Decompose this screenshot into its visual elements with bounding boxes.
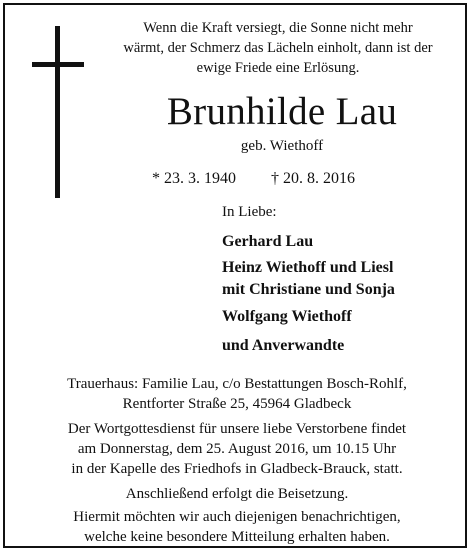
burial-info: Anschließend erfolgt die Beisetzung. bbox=[125, 486, 349, 502]
deceased-name: Brunhilde Lau bbox=[166, 90, 398, 133]
birth-date: * 23. 3. 1940 bbox=[152, 170, 236, 187]
mourning-house-line: Trauerhaus: Familie Lau, c/o Bestattungen Bosch-Rohlf, bbox=[67, 376, 407, 392]
memorial-verse bbox=[92, 18, 464, 78]
mourners-intro: In Liebe: bbox=[222, 204, 277, 220]
verse-line: wärmt, der Schmerz das Lächeln einholt, dann ist der bbox=[123, 40, 433, 56]
latin-cross-icon bbox=[32, 26, 84, 198]
notice-line: Hiermit möchten wir auch diejenigen benachrichtigen, bbox=[73, 509, 401, 525]
cross-vertical-bar bbox=[55, 26, 60, 198]
mourner-name: mit Christiane und Sonja bbox=[222, 281, 395, 298]
death-date: † 20. 8. 2016 bbox=[271, 170, 355, 187]
verse-line: Wenn die Kraft versiegt, die Sonne nicht mehr bbox=[143, 20, 413, 36]
service-line: in der Kapelle des Friedhofs in Gladbeck-Brauck, statt. bbox=[71, 461, 403, 477]
mourning-house-line: Rentforter Straße 25, 45964 Gladbeck bbox=[122, 396, 352, 412]
cross-horizontal-bar bbox=[32, 62, 84, 67]
notice-block bbox=[0, 507, 474, 547]
mourner-name: Wolfgang Wiethoff bbox=[222, 308, 352, 325]
mourner-name: Gerhard Lau bbox=[222, 233, 314, 250]
mourner-name: Heinz Wiethoff und Liesl bbox=[222, 259, 394, 276]
mourning-house-block bbox=[0, 374, 474, 414]
notice-line: welche keine besondere Mitteilung erhalten haben. bbox=[84, 529, 390, 545]
verse-line: ewige Friede eine Erlösung. bbox=[196, 60, 360, 76]
service-block bbox=[0, 419, 474, 479]
service-line: am Donnerstag, dem 25. August 2016, um 10.15 Uhr bbox=[77, 441, 397, 457]
mourner-name: und Anverwandte bbox=[222, 337, 345, 354]
service-line: Der Wortgottesdienst für unsere liebe Verstorbene findet bbox=[67, 421, 407, 437]
birth-name: geb. Wiethoff bbox=[240, 138, 324, 154]
